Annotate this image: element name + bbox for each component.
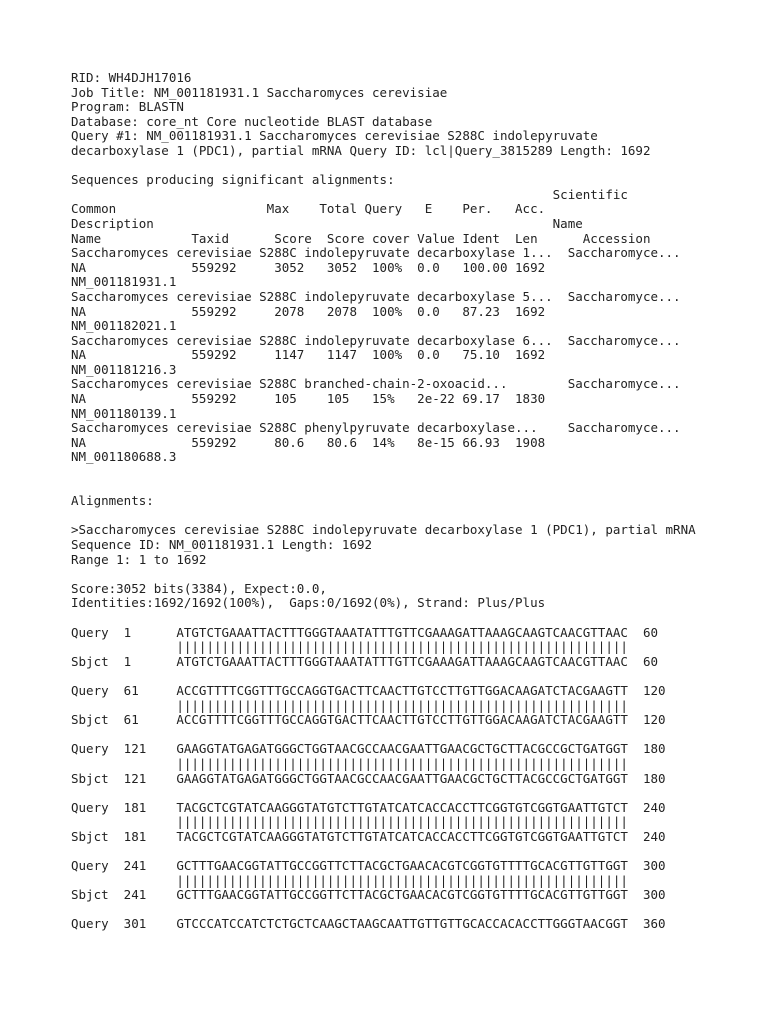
section-title: Sequences producing significant alignments: <box>71 172 395 188</box>
query-line-1: Query #1: NM_001181931.1 Saccharomyces cerevisiae S288C indolepyruvate <box>71 128 598 144</box>
row-values: NA 559292 3052 3052 100% 0.0 100.00 1692 <box>71 259 546 275</box>
row-accession: NM_001181931.1 <box>71 274 177 290</box>
significant-alignments-section <box>71 173 761 465</box>
row-description: Saccharomyces cerevisiae S288C branched-chain-2-oxoacid... Saccharomyce... <box>71 376 681 392</box>
rid-line: RID: WH4DJH17016 <box>71 70 192 85</box>
alignment-block <box>71 742 761 786</box>
table-row <box>71 246 761 290</box>
row-values: NA 559292 80.6 80.6 14% 8e-15 66.93 1908 <box>71 434 546 450</box>
report-header <box>71 71 761 159</box>
row-values: NA 559292 105 105 15% 2e-22 69.17 1830 <box>71 391 546 407</box>
query-sequence-line: Query 61 ACCGTTTTCGGTTTGCCAGGTGACTTCAACTTGTCCTTGTTGGACAAGATCTACGAAGTT 120 <box>71 682 666 698</box>
identities-line: Identities:1692/1692(100%), Gaps:0/1692(0%), Strand: Plus/Plus <box>71 595 546 611</box>
subject-sequence-line: Sbjct 1 ATGTCTGAAATTACTTTGGGTAAATATTTGTTCGAAAGATTAAAGCAAGTCAACGTTAAC 60 <box>71 653 658 669</box>
query-line-2: decarboxylase 1 (PDC1), partial mRNA Query ID: lcl|Query_3815289 Length: 1692 <box>71 142 651 158</box>
alignments-section <box>71 494 761 932</box>
query-sequence-line: Query 1 ATGTCTGAAATTACTTTGGGTAAATATTTGTTCGAAAGATTAAAGCAAGTCAACGTTAAC 60 <box>71 624 658 640</box>
alignments-title: Alignments: <box>71 493 154 509</box>
table-header-line: Common Max Total Query E Per. Acc. <box>71 201 546 217</box>
table-row <box>71 334 761 378</box>
row-accession: NM_001181216.3 <box>71 361 177 377</box>
alignment-block <box>71 859 761 903</box>
table-header-line: Scientific <box>71 186 628 202</box>
row-description: Saccharomyces cerevisiae S288C phenylpyruvate decarboxylase... Saccharomyce... <box>71 420 681 436</box>
table-header-line: Name Taxid Score Score cover Value Ident Len Accession <box>71 230 651 246</box>
row-accession: NM_001180139.1 <box>71 405 177 421</box>
subject-sequence-line: Sbjct 61 ACCGTTTTCGGTTTGCCAGGTGACTTCAACTTGTCCTTGTTGGACAAGATCTACGAAGTT 120 <box>71 712 666 728</box>
table-row <box>71 421 761 465</box>
table-row <box>71 377 761 421</box>
alignment-block <box>71 801 761 845</box>
query-sequence-line: Query 301 GTCCCATCCATCTCTGCTCAAGCTAAGCAATTGTTGTTGCACCACACCTTGGGTAACGGT 360 <box>71 916 666 932</box>
match-line: |||||||||||||||||||||||||||||||||||||||||||||||||||||||||||| <box>71 639 628 655</box>
match-line: |||||||||||||||||||||||||||||||||||||||||||||||||||||||||||| <box>71 814 628 830</box>
row-description: Saccharomyces cerevisiae S288C indolepyruvate decarboxylase 5... Saccharomyce... <box>71 288 681 304</box>
row-accession: NM_001182021.1 <box>71 318 177 334</box>
sequence-id: Sequence ID: NM_001181931.1 Length: 1692 <box>71 537 373 552</box>
row-accession: NM_001180688.3 <box>71 449 177 465</box>
job-title-line: Job Title: NM_001181931.1 Saccharomyces cerevisiae <box>71 84 448 100</box>
table-header-line: Description Name <box>71 215 583 231</box>
score-line: Score:3052 bits(3384), Expect:0.0, <box>71 580 327 596</box>
query-sequence-line: Query 181 TACGCTCGTATCAAGGGTATGTCTTGTATCATCACCACCTTCGGTGTCGGTGAATTGTCT 240 <box>71 799 666 815</box>
row-values: NA 559292 1147 1147 100% 0.0 75.10 1692 <box>71 347 546 363</box>
table-row <box>71 290 761 334</box>
match-line: |||||||||||||||||||||||||||||||||||||||||||||||||||||||||||| <box>71 697 628 713</box>
alignment-block <box>71 684 761 728</box>
match-line: |||||||||||||||||||||||||||||||||||||||||||||||||||||||||||| <box>71 872 628 888</box>
alignment-block <box>71 626 761 670</box>
query-sequence-line: Query 241 GCTTTGAACGGTATTGCCGGTTCTTACGCTGAACACGTCGGTGTTTTGCACGTTGTTGGT 300 <box>71 858 666 874</box>
subject-sequence-line: Sbjct 241 GCTTTGAACGGTATTGCCGGTTCTTACGCTGAACACGTCGGTGTTTTGCACGTTGTTGGT 300 <box>71 887 666 903</box>
program-line: Program: BLASTN <box>71 99 184 115</box>
hit-title: >Saccharomyces cerevisiae S288C indolepyruvate decarboxylase 1 (PDC1), partial mRNA <box>71 522 696 538</box>
row-description: Saccharomyces cerevisiae S288C indolepyruvate decarboxylase 1... Saccharomyce... <box>71 245 681 261</box>
blast-report <box>71 71 761 932</box>
query-sequence-line: Query 121 GAAGGTATGAGATGGGCTGGTAACGCCAACGAATTGAACGCTGCTTACGCCGCTGATGGT 180 <box>71 741 666 757</box>
match-line: |||||||||||||||||||||||||||||||||||||||||||||||||||||||||||| <box>71 755 628 771</box>
row-description: Saccharomyces cerevisiae S288C indolepyruvate decarboxylase 6... Saccharomyce... <box>71 332 681 348</box>
range-line: Range 1: 1 to 1692 <box>71 551 207 567</box>
subject-sequence-line: Sbjct 121 GAAGGTATGAGATGGGCTGGTAACGCCAACGAATTGAACGCTGCTTACGCCGCTGATGGT 180 <box>71 770 666 786</box>
subject-sequence-line: Sbjct 181 TACGCTCGTATCAAGGGTATGTCTTGTATCATCACCACCTTCGGTGTCGGTGAATTGTCT 240 <box>71 828 666 844</box>
row-values: NA 559292 2078 2078 100% 0.0 87.23 1692 <box>71 303 546 319</box>
database-line: Database: core_nt Core nucleotide BLAST database <box>71 113 433 129</box>
